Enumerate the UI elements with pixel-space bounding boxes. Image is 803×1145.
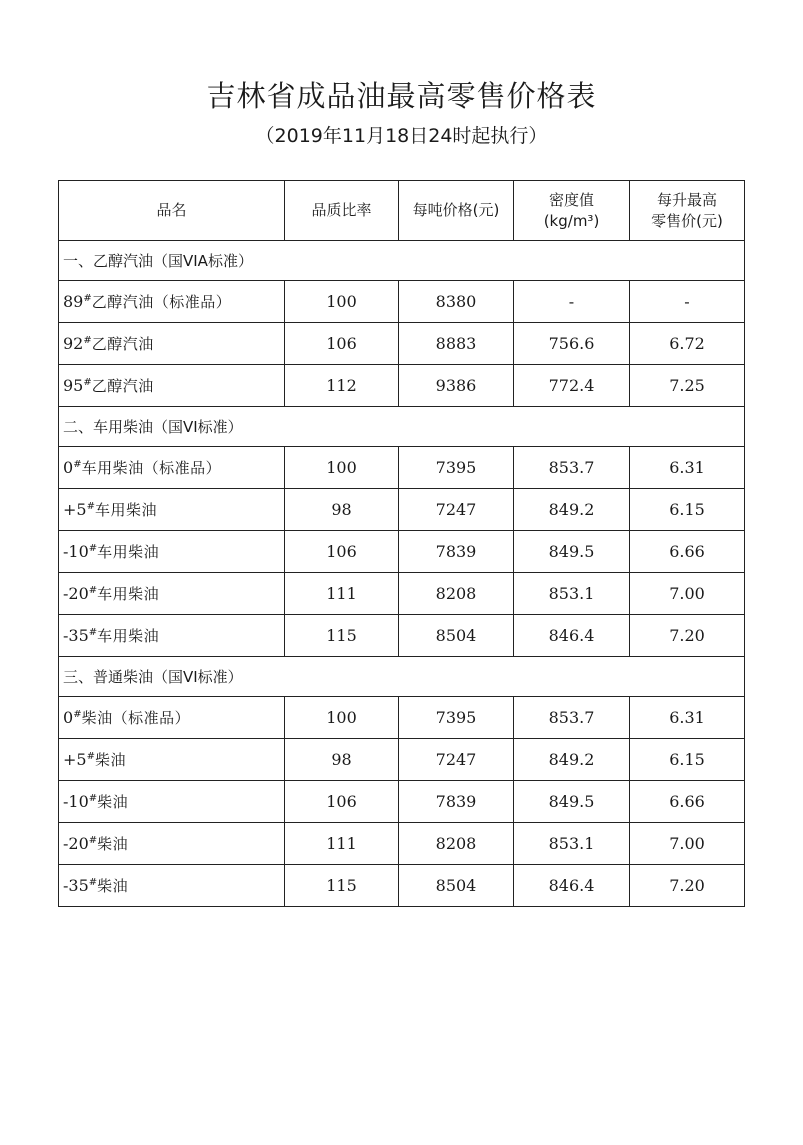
product-name-cell xyxy=(59,323,285,365)
product-name: 乙醇汽油 xyxy=(91,335,154,353)
density-cell: 853.1 xyxy=(514,823,630,865)
product-name: 车用柴油 xyxy=(97,627,160,645)
product-name-cell xyxy=(59,739,285,781)
grade-mark: # xyxy=(88,877,98,888)
table-row xyxy=(59,489,745,531)
price-per-ton-cell: 8883 xyxy=(399,323,514,365)
table-row xyxy=(59,823,745,865)
product-grade: 92 xyxy=(63,334,84,353)
quality-ratio-cell: 115 xyxy=(285,865,399,907)
section-header-row xyxy=(59,241,745,281)
product-grade: 0 xyxy=(63,458,74,477)
density-cell: 849.2 xyxy=(514,739,630,781)
product-grade: -10 xyxy=(63,792,89,811)
retail-price-cell: 6.66 xyxy=(630,781,745,823)
price-per-ton-cell: 7839 xyxy=(399,531,514,573)
header-price-per-ton: 每吨价格(元) xyxy=(399,181,514,241)
product-grade: 89 xyxy=(63,292,84,311)
header-name: 品名 xyxy=(59,181,285,241)
grade-mark: # xyxy=(83,335,92,346)
product-name-cell xyxy=(59,573,285,615)
product-name-cell xyxy=(59,489,285,531)
quality-ratio-cell: 106 xyxy=(285,781,399,823)
product-name: 柴油（标准品） xyxy=(81,709,191,727)
product-name-cell xyxy=(59,865,285,907)
price-per-ton-cell: 8504 xyxy=(399,615,514,657)
header-density-line2: (kg/m³) xyxy=(543,211,600,230)
quality-ratio-cell: 106 xyxy=(285,323,399,365)
price-per-ton-cell: 7247 xyxy=(399,489,514,531)
product-grade: -35 xyxy=(63,626,89,645)
section-label: 二、车用柴油（国VI标准） xyxy=(59,407,745,447)
product-name: 柴油 xyxy=(97,877,129,895)
document-subtitle: （2019年11月18日24时起执行） xyxy=(255,125,548,147)
product-name-cell xyxy=(59,697,285,739)
price-per-ton-cell: 8208 xyxy=(399,573,514,615)
density-cell: - xyxy=(514,281,630,323)
grade-mark: # xyxy=(88,793,98,804)
retail-price-cell: 6.15 xyxy=(630,489,745,531)
product-name-cell xyxy=(59,781,285,823)
table-row xyxy=(59,573,745,615)
product-grade: +5 xyxy=(63,500,87,519)
retail-price-cell: 6.66 xyxy=(630,531,745,573)
section-header-row xyxy=(59,657,745,697)
quality-ratio-cell: 100 xyxy=(285,697,399,739)
retail-price-cell: 6.31 xyxy=(630,447,745,489)
density-cell: 772.4 xyxy=(514,365,630,407)
table-row xyxy=(59,781,745,823)
product-name: 柴油 xyxy=(97,793,129,811)
table-row xyxy=(59,865,745,907)
header-retail-line1: 每升最高 xyxy=(656,190,717,209)
header-retail-price xyxy=(630,181,745,241)
product-name-cell xyxy=(59,531,285,573)
header-density-line1: 密度值 xyxy=(548,190,594,209)
price-per-ton-cell: 7395 xyxy=(399,697,514,739)
grade-mark: # xyxy=(88,835,98,846)
price-table xyxy=(58,180,745,907)
price-per-ton-cell: 7839 xyxy=(399,781,514,823)
grade-mark: # xyxy=(86,751,95,762)
grade-mark: # xyxy=(88,627,98,638)
density-cell: 853.7 xyxy=(514,447,630,489)
table-header-row xyxy=(59,181,745,241)
quality-ratio-cell: 100 xyxy=(285,447,399,489)
price-per-ton-cell: 7395 xyxy=(399,447,514,489)
product-grade: 0 xyxy=(63,708,74,727)
product-name: 柴油 xyxy=(94,751,126,769)
retail-price-cell: 7.20 xyxy=(630,865,745,907)
grade-mark: # xyxy=(86,501,95,512)
density-cell: 849.5 xyxy=(514,781,630,823)
quality-ratio-cell: 98 xyxy=(285,739,399,781)
table-body xyxy=(59,241,745,907)
price-per-ton-cell: 7247 xyxy=(399,739,514,781)
quality-ratio-cell: 98 xyxy=(285,489,399,531)
section-label: 一、乙醇汽油（国VIA标准） xyxy=(59,241,745,281)
header-retail-line2: 零售价(元) xyxy=(651,211,723,230)
product-name: 乙醇汽油（标准品） xyxy=(91,293,232,311)
quality-ratio-cell: 111 xyxy=(285,823,399,865)
product-name-cell xyxy=(59,447,285,489)
product-name: 车用柴油 xyxy=(97,585,160,603)
table-row xyxy=(59,323,745,365)
retail-price-cell: 7.00 xyxy=(630,823,745,865)
product-name-cell xyxy=(59,615,285,657)
retail-price-cell: 7.20 xyxy=(630,615,745,657)
grade-mark: # xyxy=(88,585,98,596)
retail-price-cell: 7.25 xyxy=(630,365,745,407)
product-grade: -20 xyxy=(63,834,89,853)
density-cell: 853.7 xyxy=(514,697,630,739)
grade-mark: # xyxy=(73,709,82,720)
quality-ratio-cell: 106 xyxy=(285,531,399,573)
price-per-ton-cell: 9386 xyxy=(399,365,514,407)
grade-mark: # xyxy=(83,377,92,388)
product-name: 车用柴油 xyxy=(94,501,157,519)
table-row xyxy=(59,531,745,573)
product-name: 车用柴油 xyxy=(97,543,160,561)
grade-mark: # xyxy=(73,459,82,470)
price-per-ton-cell: 8504 xyxy=(399,865,514,907)
document-title: 吉林省成品油最高零售价格表 xyxy=(206,79,597,113)
product-grade: -10 xyxy=(63,542,89,561)
section-header-row xyxy=(59,407,745,447)
quality-ratio-cell: 100 xyxy=(285,281,399,323)
retail-price-cell: 6.15 xyxy=(630,739,745,781)
quality-ratio-cell: 115 xyxy=(285,615,399,657)
density-cell: 849.2 xyxy=(514,489,630,531)
price-per-ton-cell: 8208 xyxy=(399,823,514,865)
quality-ratio-cell: 111 xyxy=(285,573,399,615)
table-row xyxy=(59,365,745,407)
table-row xyxy=(59,615,745,657)
density-cell: 756.6 xyxy=(514,323,630,365)
product-grade: 95 xyxy=(63,376,84,395)
density-cell: 853.1 xyxy=(514,573,630,615)
product-grade: -20 xyxy=(63,584,89,603)
grade-mark: # xyxy=(88,543,98,554)
price-per-ton-cell: 8380 xyxy=(399,281,514,323)
section-label: 三、普通柴油（国VI标准） xyxy=(59,657,745,697)
product-name: 乙醇汽油 xyxy=(91,377,154,395)
density-cell: 846.4 xyxy=(514,865,630,907)
table-row xyxy=(59,281,745,323)
retail-price-cell: - xyxy=(630,281,745,323)
table-row xyxy=(59,697,745,739)
product-grade: -35 xyxy=(63,876,89,895)
product-grade: +5 xyxy=(63,750,87,769)
retail-price-cell: 7.00 xyxy=(630,573,745,615)
product-name-cell xyxy=(59,365,285,407)
product-name: 车用柴油（标准品） xyxy=(81,459,222,477)
header-density xyxy=(514,181,630,241)
quality-ratio-cell: 112 xyxy=(285,365,399,407)
header-quality-ratio: 品质比率 xyxy=(285,181,399,241)
product-name-cell xyxy=(59,281,285,323)
table-row xyxy=(59,447,745,489)
grade-mark: # xyxy=(83,293,92,304)
retail-price-cell: 6.72 xyxy=(630,323,745,365)
product-name-cell xyxy=(59,823,285,865)
product-name: 柴油 xyxy=(97,835,129,853)
density-cell: 849.5 xyxy=(514,531,630,573)
table-row xyxy=(59,739,745,781)
density-cell: 846.4 xyxy=(514,615,630,657)
retail-price-cell: 6.31 xyxy=(630,697,745,739)
